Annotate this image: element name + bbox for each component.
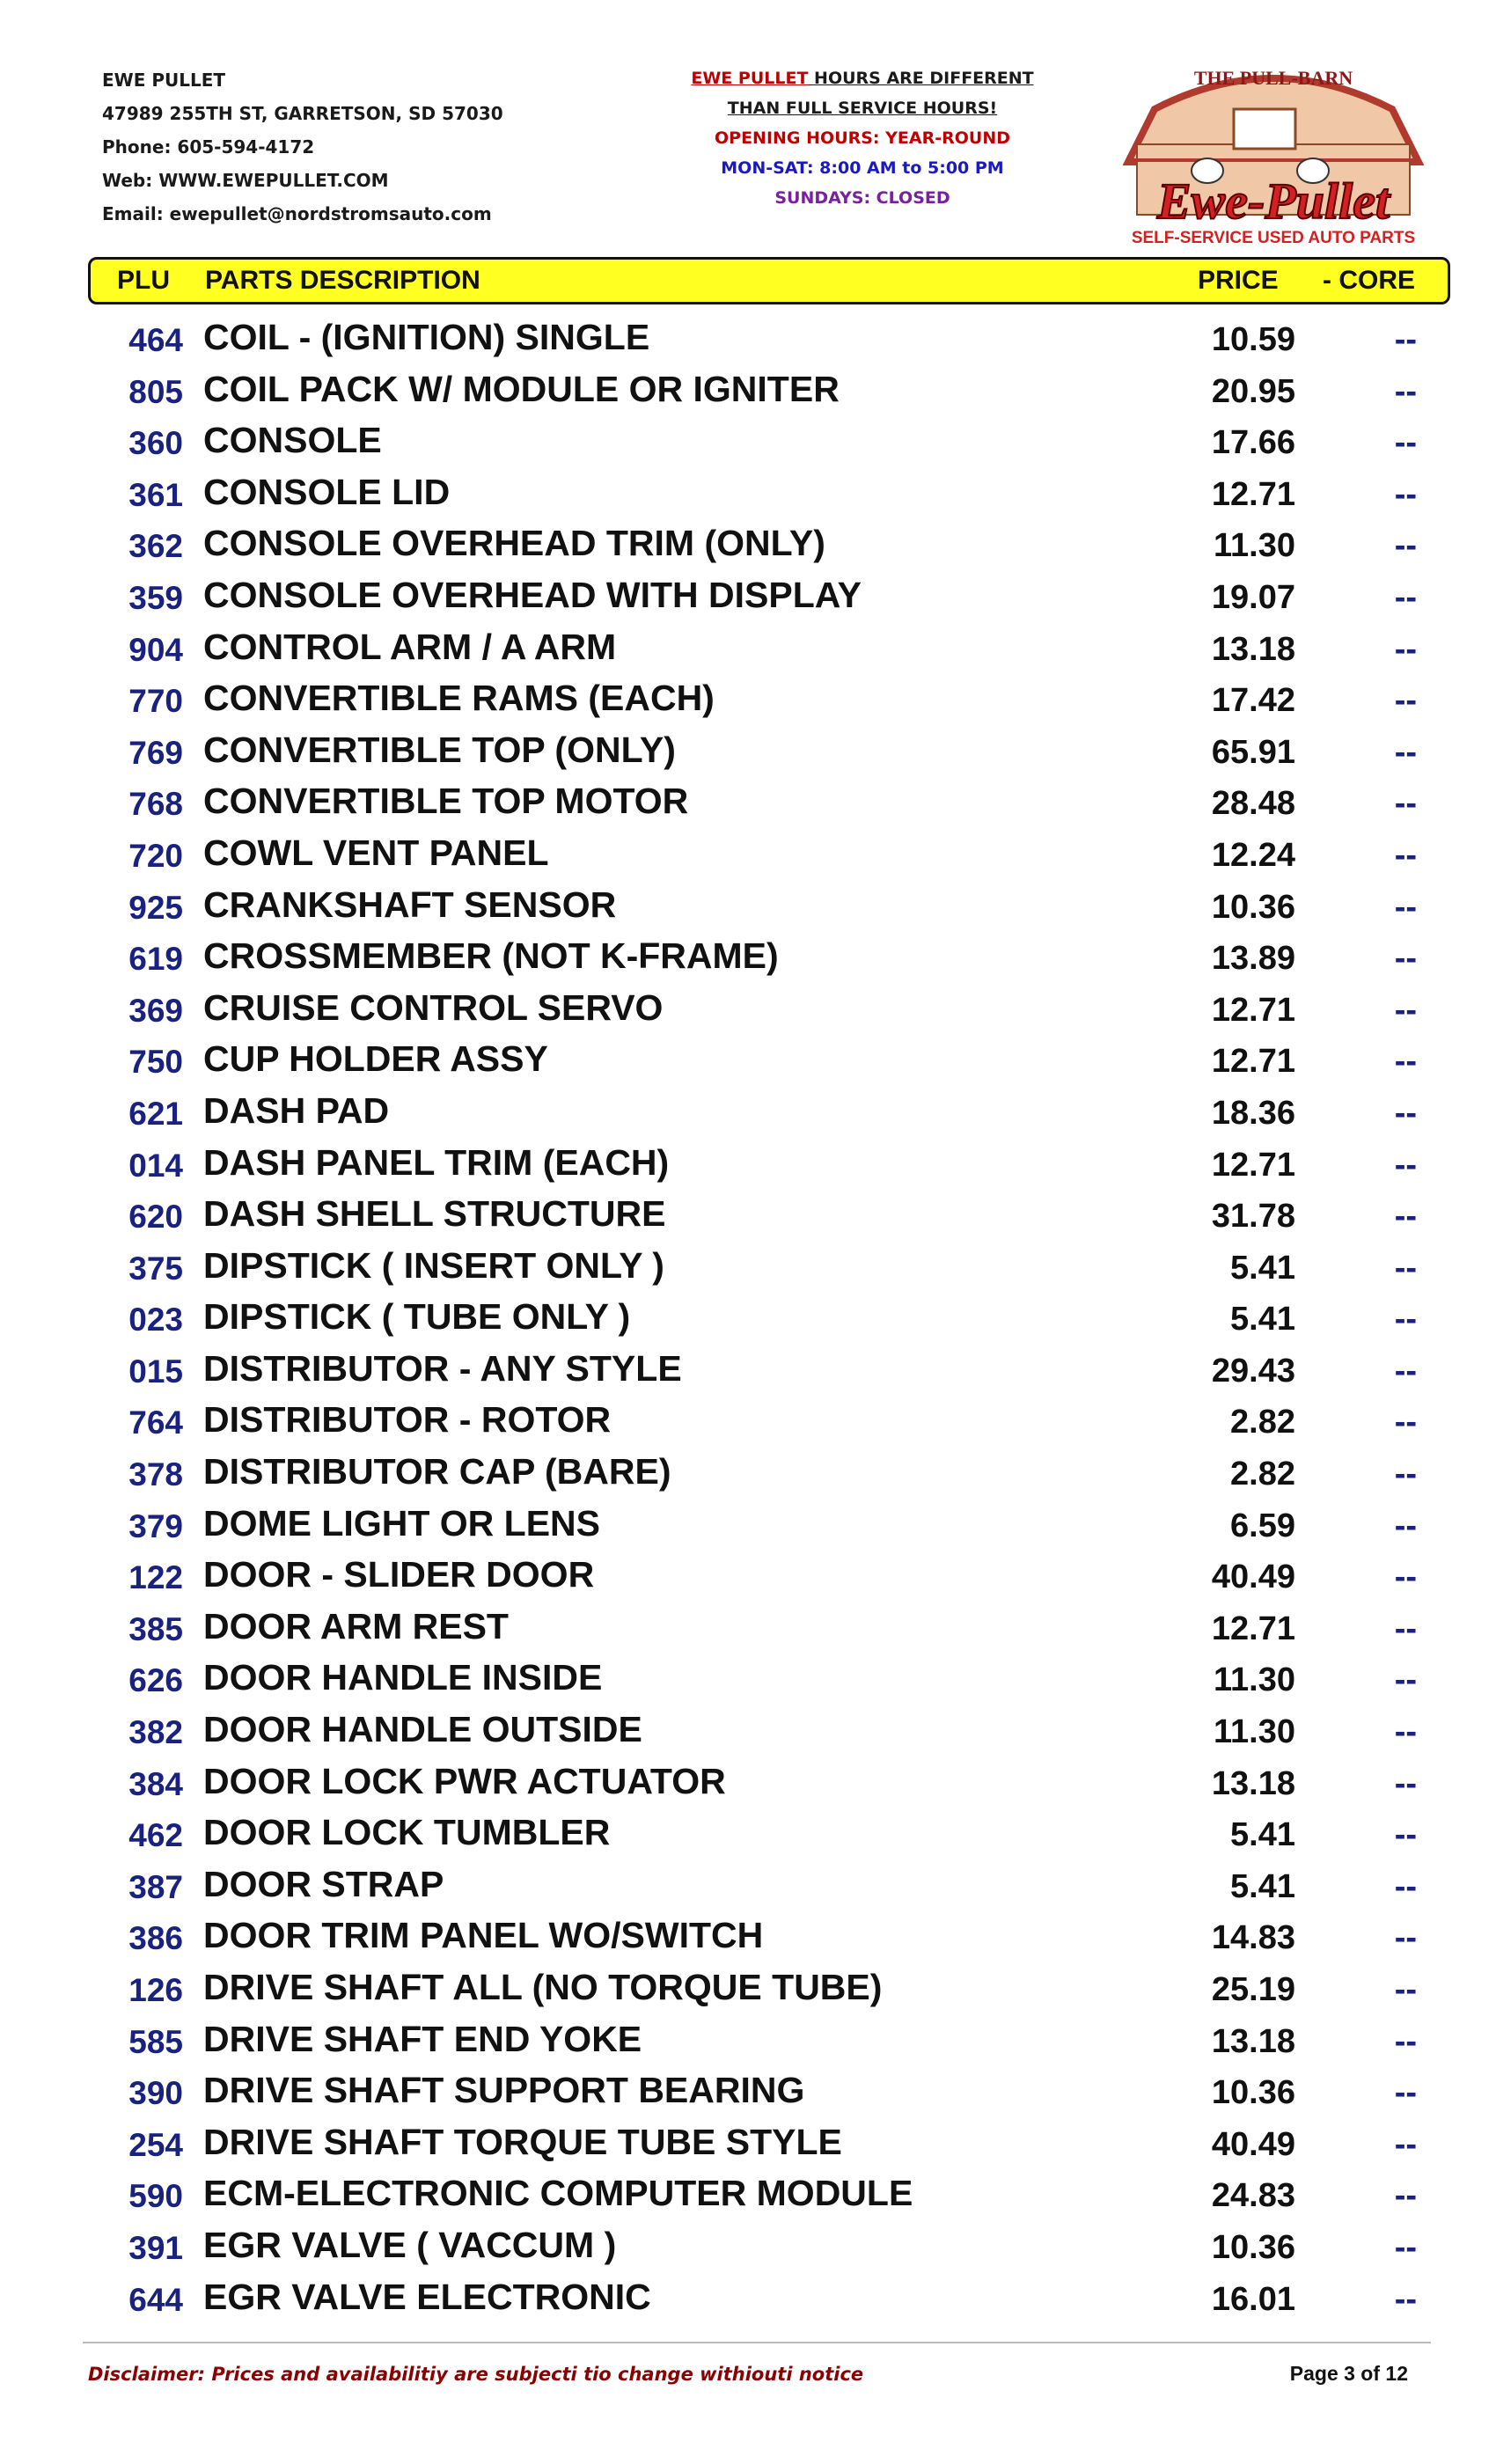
row-description: CONVERTIBLE TOP MOTOR	[203, 781, 689, 822]
row-core: --	[1394, 2125, 1417, 2163]
row-core: --	[1394, 2022, 1417, 2060]
table-row	[0, 627, 1496, 678]
table-row	[0, 987, 1496, 1039]
row-core: --	[1394, 682, 1417, 720]
table-row	[0, 1399, 1496, 1451]
row-plu: 391	[128, 2229, 183, 2266]
row-price: 10.59	[1211, 321, 1295, 358]
row-core: --	[1394, 1301, 1417, 1338]
row-core: --	[1394, 1764, 1417, 1802]
row-price: 5.41	[1230, 1867, 1295, 1905]
row-plu: 644	[128, 2281, 183, 2318]
row-description: DOOR HANDLE INSIDE	[203, 1657, 603, 1698]
table-row	[0, 781, 1496, 832]
row-plu: 620	[128, 1199, 183, 1236]
row-price: 12.71	[1211, 1146, 1295, 1184]
row-description: DISTRIBUTOR - ANY STYLE	[203, 1347, 682, 1389]
table-row	[0, 678, 1496, 730]
table-row	[0, 1193, 1496, 1245]
row-core: --	[1394, 372, 1417, 410]
table-row	[0, 1657, 1496, 1709]
row-plu: 359	[128, 579, 183, 616]
row-description: CONVERTIBLE TOP (ONLY)	[203, 729, 676, 770]
table-row	[0, 523, 1496, 575]
row-price: 11.30	[1214, 1661, 1295, 1699]
row-core: --	[1394, 1198, 1417, 1236]
company-web: Web: WWW.EWEPULLET.COM	[102, 170, 389, 191]
logo-brand-text: Ewe-Pullet	[1156, 172, 1390, 230]
header-description: PARTS DESCRIPTION	[205, 266, 480, 295]
row-price: 6.59	[1230, 1507, 1295, 1544]
logo-top-text: THE PULL-BARN	[1193, 67, 1353, 89]
table-row	[0, 2122, 1496, 2174]
row-price: 5.41	[1230, 1249, 1295, 1287]
row-price: 20.95	[1211, 372, 1295, 410]
table-row	[0, 730, 1496, 781]
row-plu: 769	[128, 734, 183, 771]
row-description: DIPSTICK ( TUBE ONLY )	[203, 1296, 631, 1338]
row-core: --	[1394, 1919, 1417, 1957]
header-core: - CORE	[1323, 266, 1415, 295]
table-row	[0, 1761, 1496, 1813]
row-description: DOME LIGHT OR LENS	[203, 1502, 600, 1544]
table-row	[0, 832, 1496, 884]
row-core: --	[1394, 888, 1417, 926]
row-plu: 382	[128, 1714, 183, 1751]
page-number: Page 3 of 12	[1289, 2362, 1408, 2385]
table-row	[0, 2277, 1496, 2328]
table-row	[0, 1142, 1496, 1194]
row-core: --	[1394, 1816, 1417, 1854]
row-plu: 750	[128, 1044, 183, 1081]
company-phone: Phone: 605-594-4172	[102, 136, 315, 158]
company-email: Email: ewepullet@nordstromsauto.com	[102, 203, 492, 224]
row-description: DOOR LOCK TUMBLER	[203, 1812, 611, 1853]
row-core: --	[1394, 1146, 1417, 1184]
row-core: --	[1394, 1971, 1417, 2008]
hours-line-1	[669, 63, 1056, 93]
row-description: CUP HOLDER ASSY	[203, 1038, 548, 1080]
hours-line-5: SUNDAYS: CLOSED	[774, 188, 950, 208]
row-core: --	[1394, 1043, 1417, 1081]
row-price: 12.71	[1211, 1610, 1295, 1647]
ewe-pullet-logo	[1093, 56, 1454, 248]
row-core: --	[1394, 1404, 1417, 1441]
row-core: --	[1394, 1558, 1417, 1596]
row-price: 14.83	[1211, 1919, 1295, 1957]
row-plu: 361	[128, 476, 183, 513]
row-plu: 764	[128, 1404, 183, 1441]
row-core: --	[1394, 836, 1417, 874]
row-core: --	[1394, 578, 1417, 616]
row-description: DIPSTICK ( INSERT ONLY )	[203, 1244, 664, 1286]
row-core: --	[1394, 785, 1417, 823]
row-core: --	[1394, 2228, 1417, 2266]
row-plu: 015	[128, 1353, 183, 1390]
row-description: CONSOLE LID	[203, 471, 451, 512]
table-row	[0, 2225, 1496, 2277]
row-plu: 805	[128, 373, 183, 410]
row-description: CRUISE CONTROL SERVO	[203, 986, 664, 1028]
table-row	[0, 1606, 1496, 1658]
table-row	[0, 575, 1496, 627]
row-plu: 360	[128, 425, 183, 462]
row-price: 13.18	[1211, 1764, 1295, 1802]
table-row	[0, 1245, 1496, 1297]
row-core: --	[1394, 2177, 1417, 2215]
table-row	[0, 317, 1496, 369]
logo-tagline: SELF-SERVICE USED AUTO PARTS	[1131, 229, 1416, 247]
row-description: DASH SHELL STRUCTURE	[203, 1193, 666, 1235]
row-plu: 386	[128, 1920, 183, 1957]
row-plu: 014	[128, 1147, 183, 1184]
row-description: COIL PACK W/ MODULE OR IGNITER	[203, 368, 840, 409]
row-core: --	[1394, 1507, 1417, 1544]
row-core: --	[1394, 991, 1417, 1029]
row-price: 65.91	[1211, 733, 1295, 771]
row-price: 11.30	[1214, 527, 1295, 565]
parts-list	[0, 317, 1496, 2328]
row-price: 10.36	[1211, 2228, 1295, 2266]
row-price: 12.71	[1211, 475, 1295, 513]
row-core: --	[1394, 1094, 1417, 1132]
footer-disclaimer: Disclaimer: Prices and availabilitiy are subjecti tio change withiouti notice	[88, 2364, 864, 2385]
row-plu: 375	[128, 1250, 183, 1287]
table-row	[0, 1451, 1496, 1503]
row-plu: 122	[128, 1559, 183, 1596]
row-core: --	[1394, 940, 1417, 978]
row-plu: 362	[128, 528, 183, 565]
header-plu: PLU	[117, 266, 170, 295]
hours-notice	[669, 63, 1056, 213]
row-description: EGR VALVE ELECTRONIC	[203, 2276, 651, 2317]
row-core: --	[1394, 1456, 1417, 1493]
row-price: 12.71	[1211, 991, 1295, 1029]
row-plu: 462	[128, 1817, 183, 1854]
row-plu: 023	[128, 1302, 183, 1338]
company-name: EWE PULLET	[102, 70, 226, 91]
row-description: CRANKSHAFT SENSOR	[203, 884, 617, 925]
header-price: PRICE	[1198, 266, 1279, 295]
hours-line-1-rest: HOURS ARE DIFFERENT	[808, 69, 1034, 88]
row-plu: 390	[128, 2075, 183, 2112]
row-price: 29.43	[1211, 1352, 1295, 1390]
table-row	[0, 2070, 1496, 2122]
table-row	[0, 884, 1496, 936]
row-description: DRIVE SHAFT ALL (NO TORQUE TUBE)	[203, 1967, 883, 2007]
row-plu: 720	[128, 837, 183, 874]
row-price: 10.36	[1211, 2074, 1295, 2112]
row-description: ECM-ELECTRONIC COMPUTER MODULE	[203, 2173, 913, 2214]
table-row	[0, 1503, 1496, 1555]
row-description: COWL VENT PANEL	[203, 832, 549, 873]
row-description: DISTRIBUTOR - ROTOR	[203, 1399, 612, 1441]
row-plu: 254	[128, 2126, 183, 2163]
row-price: 17.66	[1211, 424, 1295, 462]
row-core: --	[1394, 321, 1417, 358]
row-price: 12.71	[1211, 1043, 1295, 1081]
row-description: DISTRIBUTOR CAP (BARE)	[203, 1451, 671, 1492]
row-plu: 585	[128, 2023, 183, 2060]
row-core: --	[1394, 2280, 1417, 2318]
row-description: CONSOLE	[203, 420, 382, 461]
row-price: 2.82	[1230, 1456, 1295, 1493]
row-price: 16.01	[1211, 2280, 1295, 2318]
row-price: 24.83	[1211, 2177, 1295, 2215]
row-price: 40.49	[1211, 2125, 1295, 2163]
hours-line-3: OPENING HOURS: YEAR-ROUND	[715, 128, 1010, 148]
row-price: 5.41	[1230, 1301, 1295, 1338]
row-plu: 384	[128, 1765, 183, 1802]
row-description: DRIVE SHAFT SUPPORT BEARING	[203, 2070, 805, 2111]
hours-brand-name: EWE PULLET	[691, 69, 809, 88]
row-description: DOOR HANDLE OUTSIDE	[203, 1709, 642, 1750]
row-core: --	[1394, 424, 1417, 462]
row-price: 18.36	[1211, 1094, 1295, 1132]
table-header-bar	[88, 257, 1450, 304]
row-plu: 464	[128, 322, 183, 358]
row-description: DASH PAD	[203, 1089, 390, 1131]
row-plu: 770	[128, 683, 183, 720]
company-address: 47989 255TH ST, GARRETSON, SD 57030	[102, 103, 503, 124]
row-plu: 590	[128, 2178, 183, 2215]
row-core: --	[1394, 1867, 1417, 1905]
row-core: --	[1394, 2074, 1417, 2112]
row-description: DRIVE SHAFT TORQUE TUBE STYLE	[203, 2121, 842, 2162]
table-row	[0, 1864, 1496, 1916]
row-price: 13.18	[1211, 630, 1295, 668]
row-price: 10.36	[1211, 888, 1295, 926]
table-row	[0, 935, 1496, 987]
row-core: --	[1394, 1713, 1417, 1751]
row-description: DOOR LOCK PWR ACTUATOR	[203, 1760, 726, 1801]
row-description: DOOR TRIM PANEL WO/SWITCH	[203, 1915, 764, 1956]
row-description: CONTROL ARM / A ARM	[203, 626, 617, 667]
table-row	[0, 1038, 1496, 1090]
row-price: 11.30	[1214, 1713, 1295, 1751]
row-plu: 619	[128, 941, 183, 978]
row-plu: 126	[128, 1972, 183, 2008]
row-price: 5.41	[1230, 1816, 1295, 1854]
row-description: COIL - (IGNITION) SINGLE	[203, 317, 650, 357]
company-contact-block	[102, 63, 503, 231]
row-price: 28.48	[1211, 785, 1295, 823]
row-description: DASH PANEL TRIM (EACH)	[203, 1141, 670, 1183]
table-row	[0, 1348, 1496, 1400]
row-price: 13.89	[1211, 940, 1295, 978]
row-description: CONVERTIBLE RAMS (EACH)	[203, 678, 715, 719]
row-plu: 925	[128, 889, 183, 926]
row-price: 31.78	[1211, 1198, 1295, 1236]
row-price: 2.82	[1230, 1404, 1295, 1441]
table-row	[0, 1709, 1496, 1761]
table-row	[0, 1967, 1496, 2019]
row-core: --	[1394, 733, 1417, 771]
row-description: DRIVE SHAFT END YOKE	[203, 2018, 642, 2059]
table-row	[0, 1090, 1496, 1142]
row-core: --	[1394, 630, 1417, 668]
barn-window	[1234, 109, 1295, 149]
table-row	[0, 369, 1496, 421]
row-core: --	[1394, 1249, 1417, 1287]
table-row	[0, 1812, 1496, 1864]
hours-line-4: MON-SAT: 8:00 AM to 5:00 PM	[721, 158, 1004, 178]
row-plu: 768	[128, 786, 183, 823]
row-description: CROSSMEMBER (NOT K-FRAME)	[203, 935, 779, 977]
row-core: --	[1394, 475, 1417, 513]
row-price: 25.19	[1211, 1971, 1295, 2008]
row-plu: 626	[128, 1662, 183, 1699]
row-description: EGR VALVE ( VACCUM )	[203, 2224, 617, 2265]
row-plu: 904	[128, 631, 183, 668]
table-row	[0, 420, 1496, 472]
row-plu: 378	[128, 1456, 183, 1493]
table-row	[0, 472, 1496, 524]
row-core: --	[1394, 527, 1417, 565]
hours-line-2: THAN FULL SERVICE HOURS!	[727, 99, 998, 118]
row-price: 17.42	[1211, 682, 1295, 720]
table-row	[0, 1554, 1496, 1606]
row-description: DOOR ARM REST	[203, 1605, 509, 1646]
footer-divider	[83, 2342, 1431, 2343]
row-description: CONSOLE OVERHEAD WITH DISPLAY	[203, 574, 862, 615]
row-plu: 369	[128, 992, 183, 1029]
table-row	[0, 2019, 1496, 2071]
row-price: 40.49	[1211, 1558, 1295, 1596]
table-row	[0, 1915, 1496, 1967]
row-core: --	[1394, 1610, 1417, 1647]
row-plu: 385	[128, 1610, 183, 1647]
row-plu: 621	[128, 1095, 183, 1132]
row-description: DOOR STRAP	[203, 1863, 444, 1904]
row-core: --	[1394, 1661, 1417, 1699]
row-description: CONSOLE OVERHEAD TRIM (ONLY)	[203, 523, 825, 564]
row-plu: 379	[128, 1507, 183, 1544]
row-core: --	[1394, 1352, 1417, 1390]
row-price: 12.24	[1211, 836, 1295, 874]
row-plu: 387	[128, 1868, 183, 1905]
row-price: 13.18	[1211, 2022, 1295, 2060]
row-price: 19.07	[1211, 578, 1295, 616]
table-row	[0, 1296, 1496, 1348]
row-description: DOOR - SLIDER DOOR	[203, 1554, 595, 1595]
table-row	[0, 2173, 1496, 2225]
